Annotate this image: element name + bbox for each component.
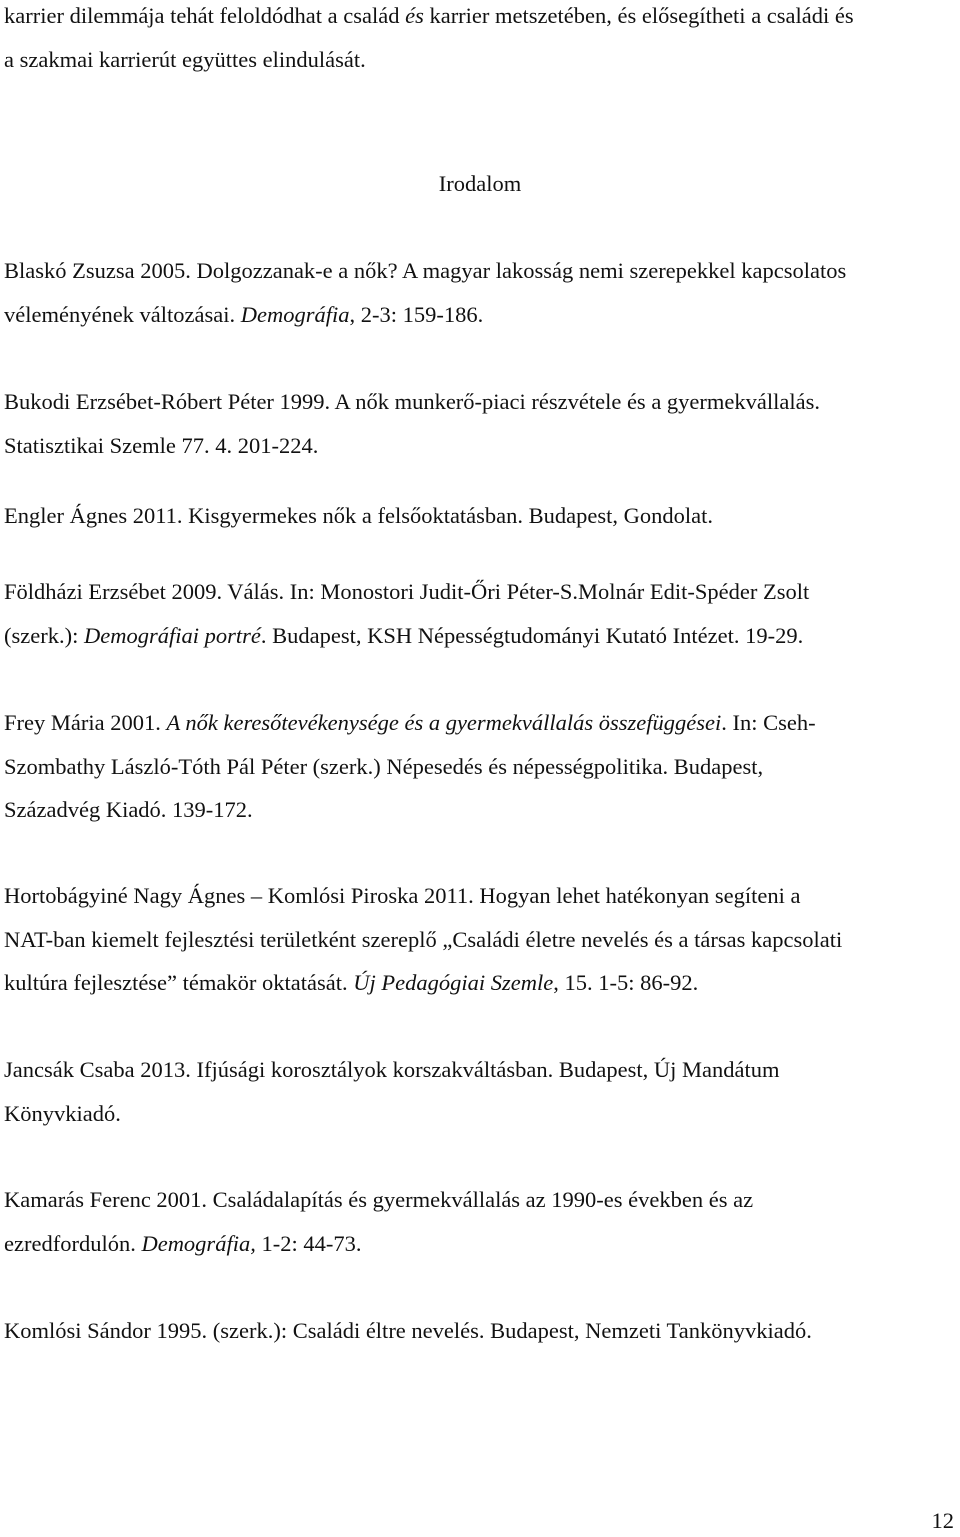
reference-foldhazi: Földházi Erzsébet 2009. Válás. In: Monostori Judit-Őri Péter-S.Molnár Edit-Spéder Zsolt (szerk.): Demográfiai portré. Budapest, KSH Népességtudományi Kutató Intézet. 19-29. <box>4 579 810 648</box>
page-number: 12 <box>931 1508 954 1533</box>
reference-blasko: Blaskó Zsuzsa 2005. Dolgozzanak-e a nők? A magyar lakosság nemi szerepekkel kapcsolatos véleményének változásai. Demográfia, 2-3: 159-186. <box>4 258 847 327</box>
section-heading: Irodalom <box>438 171 522 196</box>
reference-frey: Frey Mária 2001. A nők keresőtevékenysége és a gyermekvállalás összefüggései. In: Cseh- Szombathy László-Tóth Pál Péter (szerk.) Népesedés és népességpolitika. Budapest, Századvég Kiadó. 139-172. <box>4 710 816 822</box>
reference-kamaras: Kamarás Ferenc 2001. Családalapítás és gyermekvállalás az 1990-es években és az ezredfordulón. Demográfia, 1-2: 44-73. <box>4 1187 754 1256</box>
intro-line-2: a szakmai karrierút együttes elindulását. <box>4 46 366 72</box>
reference-bukodi: Bukodi Erzsébet-Róbert Péter 1999. A nők munkerő-piaci részvétele és a gyermekvállalás. Statisztikai Szemle 77. 4. 201-224. <box>4 389 820 458</box>
reference-jancsak: Jancsák Csaba 2013. Ifjúsági korosztályok korszakváltásban. Budapest, Új Mandátum Könyvkiadó. <box>4 1057 780 1126</box>
reference-hortobagyine: Hortobágyiné Nagy Ágnes – Komlósi Piroska 2011. Hogyan lehet hatékonyan segíteni a NAT-ban kiemelt fejlesztési területként szereplő „Családi életre nevelés és a társas kapcsolati kultúra fejlesztése” témakör oktatását. Új Pedagógiai Szemle, 15. 1-5: 86-92. <box>4 883 843 995</box>
intro-paragraph <box>4 0 954 81</box>
intro-line-1: karrier dilemmája tehát feloldódhat a család és karrier metszetében, és elősegítheti a családi és <box>4 3 854 28</box>
reference-engler: Engler Ágnes 2011. Kisgyermekes nők a felsőoktatásban. Budapest, Gondolat. <box>4 503 714 528</box>
reference-komlosi: Komlósi Sándor 1995. (szerk.): Családi éltre nevelés. Budapest, Nemzeti Tankönyvkiadó. <box>4 1318 812 1343</box>
